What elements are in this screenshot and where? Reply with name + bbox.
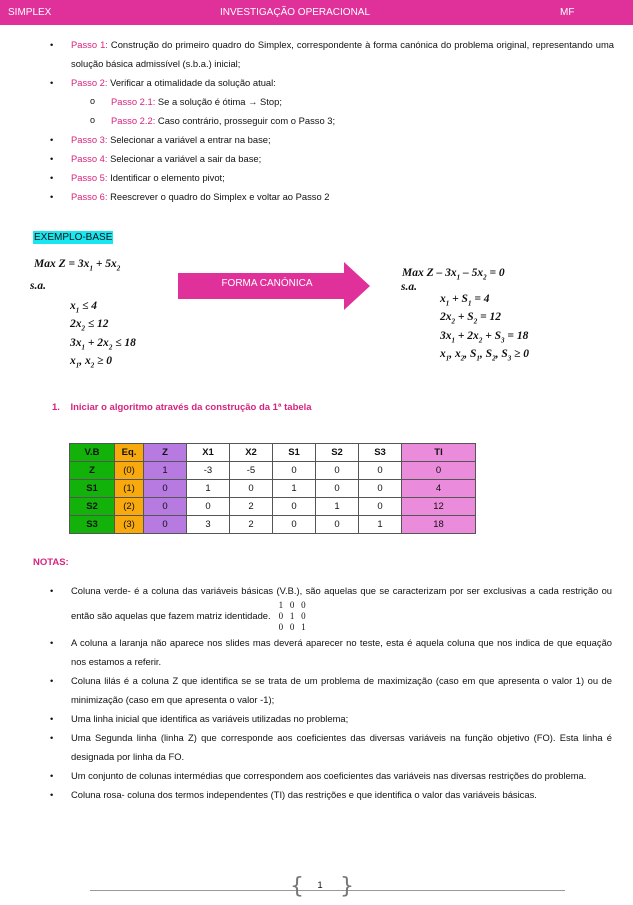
table-cell: -5 (230, 462, 273, 480)
table-cell: 1 (316, 498, 359, 516)
note-item: • Um conjunto de colunas intermédias que correspondem aos coeficientes das variáveis nas diversas restrições do problema. (34, 766, 612, 785)
table-cell: 1 (187, 480, 230, 498)
table-cell: 0 (359, 480, 402, 498)
table-cell: S3 (70, 516, 115, 534)
step-5: • Passo 5: Identificar o elemento pivot; (34, 168, 614, 187)
step-4: • Passo 4: Selecionar a variável a sair da base; (34, 149, 614, 168)
step-6: • Passo 6: Reescrever o quadro do Simplex e voltar ao Passo 2 (34, 187, 614, 206)
table-cell: (2) (115, 498, 144, 516)
original-constraints: $x_1 \le 4$ $2x_2 \le 12$ $3x_1 + 2x_2 \le 18$ $x_1$, $x_2 \ge 0$ (70, 300, 136, 370)
table-row (70, 498, 476, 516)
table-cell: S1 (70, 480, 115, 498)
page-number: 1 (317, 880, 323, 891)
table-cell: (1) (115, 480, 144, 498)
example-tag: EXEMPLO-BASE (34, 232, 113, 243)
table-cell: Z (70, 462, 115, 480)
table-header: X2 (230, 444, 273, 462)
note-item: • Uma linha inicial que identifica as variáveis utilizadas no problema; (34, 709, 612, 728)
left-brace-icon: { (290, 874, 304, 899)
table-header: S1 (273, 444, 316, 462)
canonical-sa: s.a. (401, 281, 417, 293)
table-header: Z (144, 444, 187, 462)
step-3: • Passo 3: Selecionar a variável a entrar na base; (34, 130, 614, 149)
table-cell: 0 (144, 516, 187, 534)
header-center: INVESTIGAÇÃO OPERACIONAL (220, 7, 371, 18)
table-cell: 2 (230, 516, 273, 534)
page-header (0, 0, 633, 25)
table-cell: 0 (273, 462, 316, 480)
table-cell: 1 (273, 480, 316, 498)
note-item: • A coluna a laranja não aparece nos slides mas deverá aparecer no teste, esta é aquela coluna que nos indica de que equação nos estamos a referir. (34, 633, 612, 671)
table-cell: 0 (316, 480, 359, 498)
table-cell: 0 (359, 462, 402, 480)
table-cell: 0 (230, 480, 273, 498)
step-1: • Passo 1: Construção do primeiro quadro do Simplex, correspondente à forma canónica do problema original, representando uma solução básica admissível (s.b.a.) inicial; (34, 35, 614, 73)
step-2: • Passo 2: Verificar a otimalidade da solução atual: (34, 73, 614, 92)
notes-list (34, 581, 612, 804)
original-objective: Max $Z = 3x_1 + 5x_2$ (34, 258, 121, 273)
table-header: S3 (359, 444, 402, 462)
steps-list (34, 35, 614, 206)
table-cell: S2 (70, 498, 115, 516)
step-2-1: o Passo 2.1: Se a solução é ótima → Stop; (34, 92, 614, 111)
note-item: • Coluna lilás é a coluna Z que identifica se se trata de um problema de maximização (caso em que apresenta o valor 1) ou de minimização (caso em que apresenta o valor -1); (34, 671, 612, 709)
note-item: • Coluna rosa- coluna dos termos independentes (TI) das restrições e que identifica o valor das variáveis básicas. (34, 785, 612, 804)
simplex-table (69, 443, 476, 534)
note-item: • Coluna verde- é a coluna das variáveis básicas (V.B.), são aquelas que se caracterizam por ser exclusivas a cada restrição ou então são aquelas que fazem matriz identidade.1 0 0 0 1 0 0 0 1 (34, 581, 612, 633)
table-cell: 0 (316, 516, 359, 534)
table-row (70, 516, 476, 534)
table-header: X1 (187, 444, 230, 462)
canonical-constraints: $x_1 + S_1 = 4$ $2x_2 + S_2 = 12$ $3x_1 + 2x_2 + S_3 = 18$ $x_1$, $x_2$, $S_1$, $S_2$, $S_3 \ge 0$ (440, 293, 530, 363)
table-cell: 2 (230, 498, 273, 516)
table-cell: (3) (115, 516, 144, 534)
table-row (70, 480, 476, 498)
table-cell: 0 (187, 498, 230, 516)
table-header: Eq. (115, 444, 144, 462)
table-header-row (70, 444, 476, 462)
header-left: SIMPLEX (8, 7, 52, 18)
table-cell: (0) (115, 462, 144, 480)
header-right: MF (560, 7, 575, 18)
notes-title: NOTAS: (33, 557, 69, 568)
table-cell: 1 (144, 462, 187, 480)
table-cell: 0 (144, 480, 187, 498)
table-cell: 0 (144, 498, 187, 516)
table-cell: 18 (402, 516, 476, 534)
table-header: V.B (70, 444, 115, 462)
table-cell: 0 (359, 498, 402, 516)
table-cell: -3 (187, 462, 230, 480)
table-header: S2 (316, 444, 359, 462)
step-2-2: o Passo 2.2: Caso contrário, prosseguir com o Passo 3; (34, 111, 614, 130)
right-brace-icon: } (340, 874, 354, 899)
canonical-objective: Max $Z - 3x_1 - 5x_2 = 0$ (402, 267, 505, 282)
original-sa: s.a. (30, 280, 46, 292)
table-cell: 1 (359, 516, 402, 534)
table-header: TI (402, 444, 476, 462)
identity-matrix: 1 0 0 0 1 0 0 0 1 (278, 600, 306, 632)
note-item: • Uma Segunda linha (linha Z) que corresponde aos coeficientes das diversas variáveis na função objetivo (FO). Esta linha é designada por linha da FO. (34, 728, 612, 766)
table-row (70, 462, 476, 480)
table-cell: 0 (316, 462, 359, 480)
section-title: 1. Iniciar o algoritmo através da construção da 1ª tabela (52, 402, 312, 413)
table-cell: 3 (187, 516, 230, 534)
table-cell: 0 (402, 462, 476, 480)
table-cell: 0 (273, 498, 316, 516)
table-cell: 4 (402, 480, 476, 498)
table-cell: 12 (402, 498, 476, 516)
arrow-label: FORMA CANÓNICA (221, 278, 313, 289)
table-cell: 0 (273, 516, 316, 534)
